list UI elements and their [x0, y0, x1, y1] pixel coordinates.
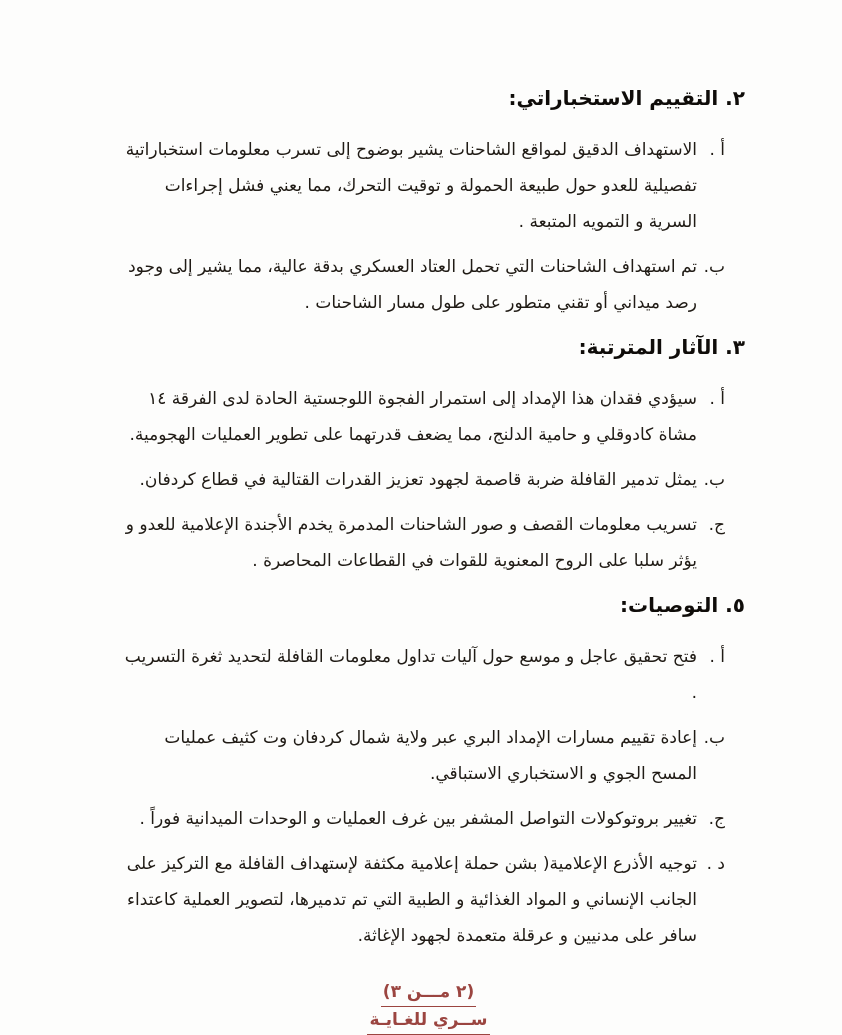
- item-label: أ .: [709, 647, 725, 667]
- section-heading: ٢. التقييم الاستخباراتي:: [508, 86, 745, 110]
- list-item: [112, 801, 725, 837]
- item-label: ب.: [703, 257, 725, 277]
- classification-label: ســري للغـايـة: [367, 1012, 489, 1035]
- item-text: تسريب معلومات القصف و صور الشاحنات المدمرة يخدم الأجندة الإعلامية للعدو و يؤثر سلبا على الروح المعنوية للقوات في القطاعات المحاصرة .: [125, 515, 697, 571]
- item-text: تم استهداف الشاحنات التي تحمل العتاد العسكري بدقة عالية، مما يشير إلى وجود رصد ميداني أو تقني متطور على طول مسار الشاحنات .: [128, 257, 697, 313]
- list-item: [112, 462, 725, 498]
- list-item: [112, 720, 725, 792]
- item-text: يمثل تدمير القافلة ضربة قاصمة لجهود تعزيز القدرات القتالية في قطاع كردفان.: [139, 470, 697, 490]
- item-label: أ .: [709, 140, 725, 160]
- list-item: [112, 639, 725, 711]
- section-heading: ٣. الآثار المترتبة:: [578, 335, 745, 359]
- item-text: سيؤدي فقدان هذا الإمداد إلى استمرار الفجوة اللوجستية الحادة لدى الفرقة ١٤ مشاة كادوقلي و حامية الدلنج، مما يضعف قدرتهما على تطوير العمليات الهجومية.: [129, 389, 697, 445]
- list-item: [112, 249, 725, 321]
- item-text: توجيه الأذرع الإعلامية( بشن حملة إعلامية مكثفة لإستهداف القافلة مع التركيز على الجانب الإنساني و المواد الغذائية و الطبية التي تم تدميرها، لتصوير العملية كاعتداء سافر على مدنيين و عرقلة متعمدة لجهود الإغاثة.: [126, 854, 697, 946]
- item-text: تغيير بروتوكولات التواصل المشفر بين غرف العمليات و الوحدات الميدانية فوراً .: [139, 809, 697, 829]
- item-label: ج.: [708, 809, 725, 829]
- section-items: [112, 132, 725, 321]
- page-number-row: [112, 984, 745, 1007]
- section-items: [112, 639, 725, 954]
- item-text: فتح تحقيق عاجل و موسع حول آليات تداول معلومات القافلة لتحديد ثغرة التسريب .: [124, 647, 697, 703]
- page-number: (٢ مـــن ٣): [381, 984, 476, 1007]
- section-intelligence-assessment: [112, 86, 745, 321]
- section-recommendations: [112, 593, 745, 954]
- list-item: [112, 846, 725, 954]
- list-item: [112, 507, 725, 579]
- section-consequences: [112, 335, 745, 579]
- item-label: أ .: [709, 389, 725, 409]
- section-heading: ٥. التوصيات:: [620, 593, 745, 617]
- item-label: ج.: [708, 515, 725, 535]
- section-items: [112, 381, 725, 579]
- list-item: [112, 132, 725, 240]
- item-label: د .: [706, 854, 725, 874]
- page-footer: [112, 984, 745, 1035]
- item-text: إعادة تقييم مسارات الإمداد البري عبر ولاية شمال كردفان وت كثيف عمليات المسح الجوي و الاستخباري الاستباقي.: [164, 728, 697, 784]
- item-text: الاستهداف الدقيق لمواقع الشاحنات يشير بوضوح إلى تسرب معلومات استخباراتية تفصيلية للعدو حول طبيعة الحمولة و توقيت التحرك، مما يعني فشل إجراءات السرية و التمويه المتبعة .: [125, 140, 697, 232]
- item-label: ب.: [703, 728, 725, 748]
- list-item: [112, 381, 725, 453]
- item-label: ب.: [703, 470, 725, 490]
